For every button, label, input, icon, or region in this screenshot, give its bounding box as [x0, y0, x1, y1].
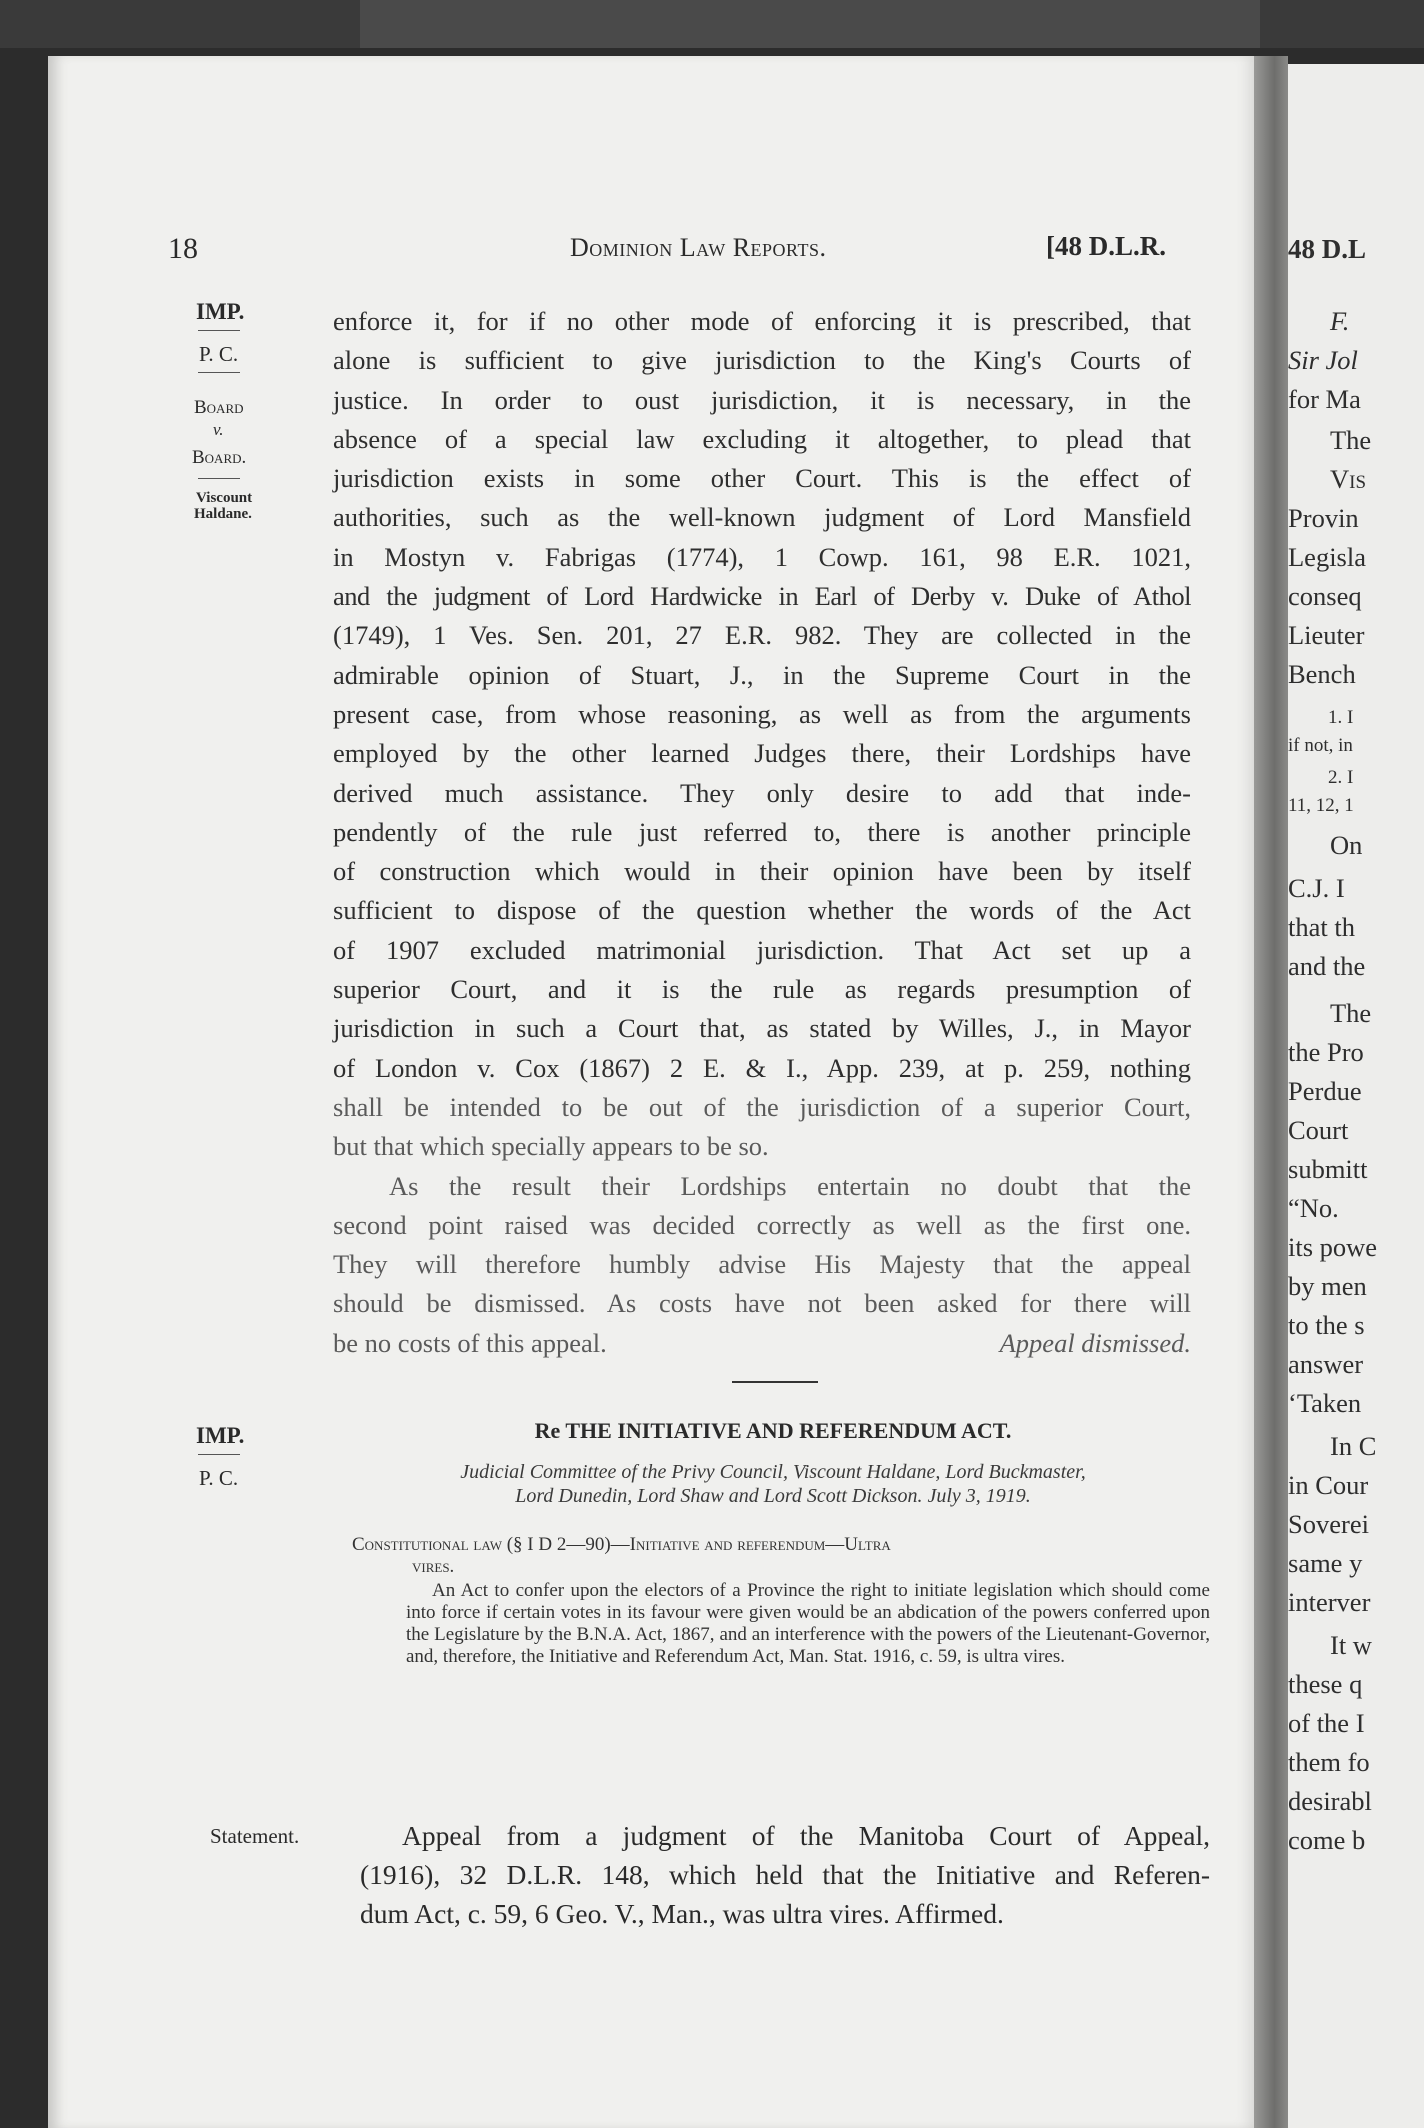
scan-top-gap: [360, 0, 1260, 48]
headnote-category-cont: vires.: [412, 1556, 455, 1577]
margin-statement: Statement.: [210, 1824, 300, 1848]
text-line: [333, 1324, 1191, 1363]
facing-line: in Cour: [1288, 1470, 1369, 1500]
text-line: jurisdiction exists in some other Court. This is the effect of: [333, 463, 1191, 494]
margin-haldane: Haldane.: [194, 506, 252, 522]
text-line: They will therefore humbly advise His Majesty that the appeal: [333, 1249, 1191, 1280]
text-line: alone is sufficient to give jurisdiction to the King's Courts of: [333, 345, 1191, 376]
text-line: and the judgment of Lord Hardwicke in Earl of Derby v. Duke of Athol: [333, 581, 1191, 612]
text-line: derived much assistance. They only desire to add that inde-: [333, 777, 1191, 808]
margin-viscount: Viscount: [196, 490, 253, 506]
running-head: Dominion Law Reports.: [570, 233, 827, 262]
facing-line: In C: [1330, 1431, 1377, 1461]
facing-line: these q: [1288, 1669, 1363, 1699]
section-divider: [732, 1381, 818, 1383]
text-line: sufficient to dispose of the question whether the words of the Act: [333, 895, 1191, 926]
facing-line: Legisla: [1288, 542, 1366, 572]
margin-board: Board: [194, 397, 244, 418]
appeal-summary: [360, 1816, 1210, 1933]
facing-line: that th: [1288, 912, 1355, 942]
facing-line: On: [1330, 830, 1363, 860]
page-number: 18: [168, 232, 198, 265]
facing-line: conseq: [1288, 581, 1362, 611]
text-line: of construction which would in their opinion have been by itself: [333, 856, 1191, 887]
facing-line: same y: [1288, 1548, 1363, 1578]
judicial-line: Judicial Committee of the Privy Council, Viscount Haldane, Lord Buckmaster,: [460, 1461, 1086, 1483]
disposition: Appeal dismissed.: [999, 1327, 1191, 1358]
text-line: second point raised was decided correctly as well as the first one.: [333, 1209, 1191, 1240]
facing-line: answer: [1288, 1349, 1364, 1379]
appeal-line: (1916), 32 D.L.R. 148, which held that the Initiative and Referen-: [360, 1859, 1210, 1890]
judicial-committee: [330, 1460, 1216, 1508]
facing-line: by men: [1288, 1271, 1367, 1301]
facing-line: 1. I: [1328, 707, 1354, 728]
facing-line: Sir Jol: [1288, 345, 1358, 375]
facing-line: Soverei: [1288, 1509, 1369, 1539]
text-line: present case, from whose reasoning, as well as from the arguments: [333, 698, 1191, 729]
facing-line: 2. I: [1328, 767, 1354, 788]
facing-line: 11, 12, 1: [1288, 795, 1354, 816]
headnote-category: [352, 1534, 1210, 1578]
facing-line: Court: [1288, 1115, 1349, 1145]
facing-line: if not, in: [1288, 735, 1353, 756]
margin-board: Board.: [192, 447, 247, 468]
text-line: absence of a special law excluding it altogether, to plead that: [333, 423, 1191, 454]
text-line: employed by the other learned Judges there, their Lordships have: [333, 738, 1191, 769]
facing-line: the Pro: [1288, 1037, 1364, 1067]
volume-tag: [48 D.L.R.: [1046, 231, 1166, 261]
text-line: admirable opinion of Stuart, J., in the Supreme Court in the: [333, 659, 1191, 690]
text-line: shall be intended to be out of the jurisdiction of a superior Court,: [333, 1091, 1191, 1122]
facing-line: C.J. I: [1288, 873, 1345, 903]
facing-line: its powe: [1288, 1232, 1378, 1262]
facing-line: of the I: [1288, 1708, 1365, 1738]
facing-line: The: [1330, 998, 1372, 1028]
facing-line: them fo: [1288, 1747, 1370, 1777]
facing-line: come b: [1288, 1825, 1366, 1855]
case-title: Re THE INITIATIVE AND REFERENDUM ACT.: [534, 1418, 1012, 1443]
appeal-line: dum Act, c. 59, 6 Geo. V., Man., was ultra vires. Affirmed.: [360, 1898, 1004, 1929]
facing-line: ‘Taken: [1288, 1388, 1362, 1418]
facing-line: submitt: [1288, 1154, 1368, 1184]
margin-rule: [198, 1454, 240, 1455]
text-line: pendently of the rule just referred to, there is another principle: [333, 816, 1191, 847]
facing-line: interver: [1288, 1587, 1371, 1617]
text-line: should be dismissed. As costs have not been asked for there will: [333, 1288, 1191, 1319]
margin-imp: IMP.: [196, 299, 245, 324]
facing-line: for Ma: [1288, 384, 1361, 414]
headnote-body: An Act to confer upon the electors of a Province the right to initiate legislation which should come into force if certain votes in its favour were given would be an abdication of the powers conferred upon the Legislature by the B.N.A. Act, 1867, and an interference with the powers of the Lieutenant-Governor, and, therefore, the Initiative and Referendum Act, Man. Stat. 1916, c. 59, is ultra vires.: [406, 1580, 1210, 1667]
text-line: jurisdiction in such a Court that, as stated by Willes, J., in Mayor: [333, 1013, 1191, 1044]
text-line: authorities, such as the well-known judgment of Lord Mansfield: [333, 502, 1191, 533]
text-line: enforce it, for if no other mode of enforcing it is prescribed, that: [333, 306, 1191, 336]
text-line: of London v. Cox (1867) 2 E. & I., App. 239, at p. 259, nothing: [333, 1052, 1191, 1083]
facing-page: [1288, 64, 1424, 2128]
facing-header: 48 D.L: [1288, 234, 1367, 264]
text-line: As the result their Lordships entertain no doubt that the: [389, 1170, 1191, 1201]
facing-line: It w: [1330, 1630, 1372, 1660]
book-gutter: [1254, 56, 1288, 2128]
judgment-text: [333, 302, 1191, 1363]
facing-line: “No.: [1288, 1193, 1339, 1223]
margin-pc-2: P. C.: [199, 1466, 239, 1490]
appeal-line: Appeal from a judgment of the Manitoba Court of Appeal,: [402, 1820, 1210, 1851]
margin-rule: [198, 478, 240, 479]
facing-line: Vis: [1330, 464, 1367, 494]
text-line: but that which specially appears to be so.: [333, 1131, 769, 1162]
margin-pc: P. C.: [199, 342, 239, 366]
facing-line: Provin: [1288, 503, 1359, 533]
text-line: justice. In order to oust jurisdiction, it is necessary, in the: [333, 384, 1191, 415]
headnote: [352, 1534, 1210, 1668]
facing-line: to the s: [1288, 1310, 1365, 1340]
margin-rule: [198, 330, 240, 331]
facing-line: desirabl: [1288, 1786, 1372, 1816]
text-line: in Mostyn v. Fabrigas (1774), 1 Cowp. 161, 98 E.R. 1021,: [333, 541, 1191, 572]
facing-line: Perdue: [1288, 1076, 1362, 1106]
text-line: superior Court, and it is the rule as regards presumption of: [333, 974, 1191, 1005]
margin-rule: [198, 372, 240, 373]
headnote-category-text: Constitutional law (§ I D 2—90)—Initiative and referendum—Ultra: [352, 1534, 891, 1555]
facing-line: F.: [1330, 306, 1350, 336]
facing-line: and the: [1288, 951, 1366, 981]
text-line-end: be no costs of this appeal.: [333, 1327, 607, 1358]
facing-line: The: [1330, 425, 1372, 455]
text-line: of 1907 excluded matrimonial jurisdiction. That Act set up a: [333, 934, 1191, 965]
text-line: (1749), 1 Ves. Sen. 201, 27 E.R. 982. They are collected in the: [333, 620, 1191, 651]
margin-imp-2: IMP.: [196, 1423, 245, 1448]
judicial-line: Lord Dunedin, Lord Shaw and Lord Scott Dickson. July 3, 1919.: [515, 1485, 1031, 1507]
facing-line: Bench: [1288, 659, 1356, 689]
facing-line: Lieuter: [1288, 620, 1365, 650]
margin-v: v.: [213, 420, 224, 439]
